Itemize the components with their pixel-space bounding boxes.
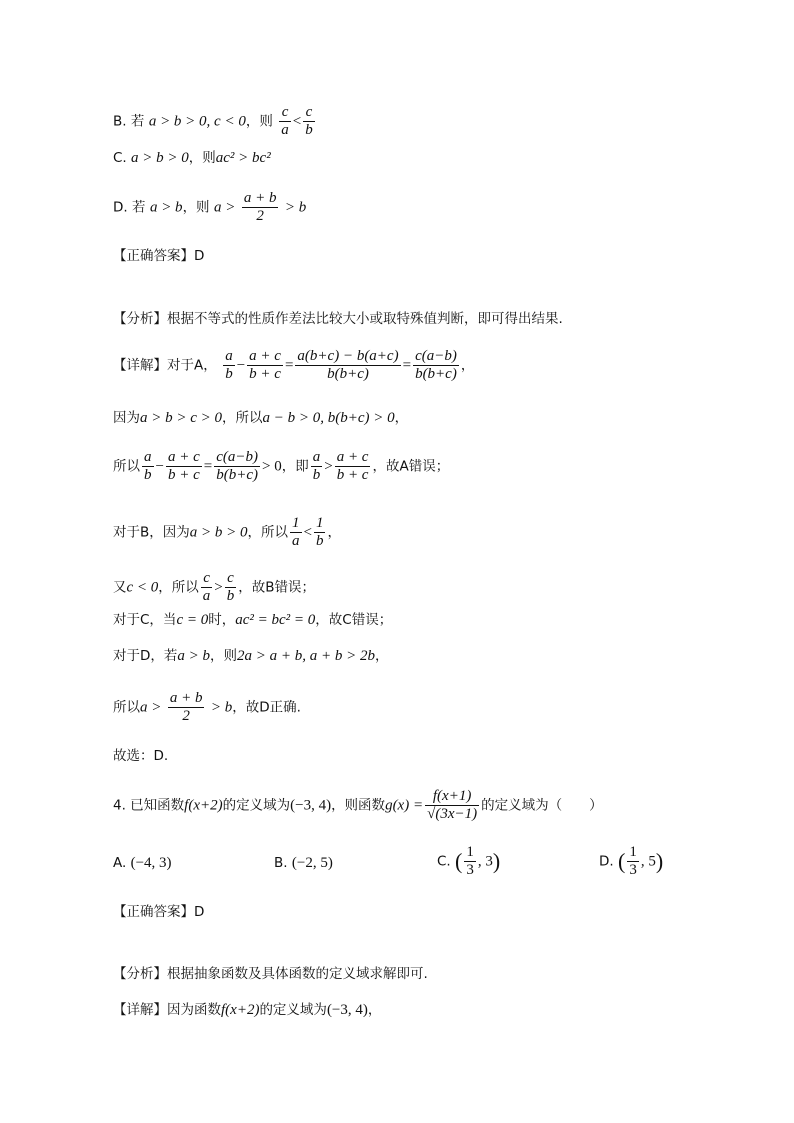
fraction: $\frac{c(a-b)}{b(b+c)}$ (415, 348, 457, 382)
question-4: 4. 已知函数f(x+2)的定义域为(−3, 4)，则函数g(x) = $\frac{f(x+1)}{√(3x-1)}$ 的定义域为（ ） (113, 788, 603, 822)
detail-1-line-7: 对于D，若a > b，则2a > a + b, a + b > 2b， (113, 648, 389, 664)
q4-option-d: D. ( $\frac{1}{3}$ , 5) (599, 844, 664, 878)
q4-option-b: B. (−2, 5) (274, 855, 333, 871)
fraction: $\frac{1}{a}$ (292, 515, 300, 549)
option-c: C. a > b > 0，则ac² > bc² (113, 150, 271, 166)
fraction: $\frac{a + c}{b + c}$ (336, 449, 369, 483)
fraction: $\frac{a + c}{b + c}$ (249, 348, 281, 382)
analysis-1: 【分析】根据不等式的性质作差法比较大小或取特殊值判断，即可得出结果. (113, 311, 563, 327)
fraction: $\frac{a(b+c) - b(a+c)}{b(b+c)}$ (297, 348, 399, 382)
q4-option-a: A. (−4, 3) (113, 855, 172, 871)
fraction: $\frac{a}{b}$ (312, 449, 321, 483)
detail-1-line-1: 【详解】对于A， $\frac{a}{b}$ − $\frac{a + c}{b + c}$ = $\frac{a(b+c) - b(a+c)}{b(b+c)}$ = $\frac{c(a-b)}{b(b+c)}$ ， (113, 348, 475, 382)
fraction: $\frac{1}{3}$ (466, 844, 474, 878)
detail-1-line-8: 所以a > $\frac{a + b}{2}$ > b，故D正确. (113, 690, 301, 724)
fraction: $\frac{f(x+1)}{√(3x-1)}$ (427, 788, 478, 822)
detail-1-line-3: 所以 $\frac{a}{b}$ − $\frac{a + c}{b + c}$ = $\frac{c(a-b)}{b(b+c)}$ > 0，即 $\frac{a}{b}$ > $\frac{a + c}{b + c}$ ，故A错误； (113, 449, 450, 483)
fraction: $\frac{a + b}{2}$ (243, 190, 277, 224)
q4-option-c: C. ( $\frac{1}{3}$ , 3) (437, 844, 501, 878)
fraction: $\frac{c}{b}$ (305, 104, 313, 138)
fraction: $\frac{a + c}{b + c}$ (167, 449, 200, 483)
fraction: $\frac{c}{b}$ (226, 570, 235, 604)
analysis-2: 【分析】根据抽象函数及具体函数的定义域求解即可. (113, 966, 428, 982)
option-b: B. 若 a > b > 0, c < 0，则 $\frac{c}{a}$ < $\frac{c}{b}$ (113, 104, 313, 138)
correct-answer-2: 【正确答案】D (113, 904, 205, 920)
detail-1-line-5: 又c < 0，所以 $\frac{c}{a}$ > $\frac{c}{b}$ ，故B错误； (113, 570, 316, 604)
detail-1-line-6: 对于C，当c = 0时，ac² = bc² = 0，故C错误； (113, 612, 393, 628)
fraction: $\frac{c}{a}$ (202, 570, 211, 604)
fraction: $\frac{a}{b}$ (225, 348, 233, 382)
fraction: $\frac{1}{b}$ (315, 515, 324, 549)
fraction: $\frac{a + b}{2}$ (169, 690, 203, 724)
detail-1-line-4: 对于B，因为a > b > 0，所以 $\frac{1}{a}$ < $\frac{1}{b}$ ， (113, 515, 341, 549)
detail-2-line-1: 【详解】因为函数f(x+2)的定义域为(−3, 4)， (113, 1002, 382, 1018)
fraction: $\frac{c(a-b)}{b(b+c)}$ (216, 449, 258, 483)
option-d: D. 若 a > b，则 a > $\frac{a + b}{2}$ > b (113, 190, 307, 224)
fraction: $\frac{c}{a}$ (281, 104, 289, 138)
choice-conclusion: 故选：D. (113, 748, 169, 764)
correct-answer-1: 【正确答案】D (113, 248, 205, 264)
detail-1-line-2: 因为a > b > c > 0，所以a − b > 0, b(b+c) > 0， (113, 410, 409, 426)
fraction: $\frac{a}{b}$ (144, 449, 152, 483)
fraction: $\frac{1}{3}$ (629, 844, 637, 878)
